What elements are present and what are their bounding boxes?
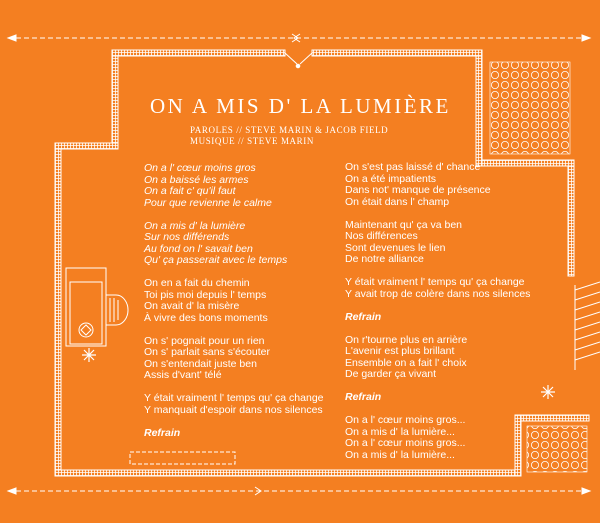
stanza [144,393,324,416]
lyric-line: De notre alliance [345,253,424,265]
credits-music: MUSIQUE // STEVE MARIN [190,136,314,146]
window-frame [130,452,235,464]
lyric-line: Ensemble on a fait l' choix [345,356,467,369]
stanza [345,220,530,266]
lyric-line: Y était vraiment l' temps qu' ça change [144,392,324,404]
lyric-line: Y était vraiment l' temps qu' ça change [345,276,525,288]
lyric-line: De garder ça vivant [345,368,437,380]
song-credits [190,125,388,147]
lyric-line: Y manquait d'espoir dans nos silences [144,403,323,416]
lyric-line: On s' parlait sans s'écouter [144,346,270,358]
lyric-line: Qu' ça passerait avec le temps [144,254,288,266]
bottom-dimension-line [8,487,590,495]
credits-lyrics: PAROLES // STEVE MARIN & JACOB FIELD [190,125,389,135]
lyric-line: Pour que revienne le calme [144,196,272,209]
lyric-line: On a fait c' qu'il faut [144,185,236,197]
lyric-line: Y avait trop de colère dans nos silences [345,287,531,300]
lyric-line: On a mis d' la lumière... [345,448,455,461]
stanza [144,163,324,209]
stanza [144,221,324,267]
refrain-label: Refrain [144,426,181,439]
lyric-line: On a été impatients [345,172,437,185]
lyric-line: On a l' cœur moins gros... [345,437,466,449]
stanza [345,415,530,461]
lyric-line: Toi pis moi depuis l' temps [144,288,267,301]
lyric-line: On s' pognait pour un rien [144,334,265,347]
lyric-line: À vivre des bons moments [144,311,268,324]
lyrics-column-right [345,162,530,473]
lyric-line: Maintenant qu' ça va ben [345,218,463,231]
lyric-line: Dans not' manque de présence [345,184,491,196]
staircase [575,282,600,370]
lyric-line: On avait d' la misère [144,300,240,312]
lyric-line: On s'est pas laissé d' chance [345,161,481,173]
lyric-line: On s'entendait juste ben [144,357,257,370]
lyric-line: On a l' cœur moins gros [144,162,256,174]
bathtub-fixture [66,268,128,346]
stanza [345,162,530,208]
lyric-line: On a mis d' la lumière... [345,425,455,438]
lyric-line: On a baissé les armes [144,173,249,186]
top-dimension-line [8,34,590,42]
stanza [144,336,324,382]
lyric-line: On a l' cœur moins gros... [345,414,466,426]
refrain-label: Refrain [345,391,382,403]
lyric-line: L'avenir est plus brillant [345,345,455,357]
refrain-label: Refrain [345,310,382,323]
stanza [144,278,324,324]
lyric-line: Sur nos différends [144,231,230,243]
lyrics-column-left [144,163,324,451]
stanza [345,277,530,300]
lyric-line: Assis d'vant' télé [144,369,222,381]
lyric-line: Nos différences [345,230,418,242]
door [285,53,312,68]
tiled-area-top [490,62,570,154]
lyric-line: On était dans l' champ [345,195,450,208]
song-title: ON A MIS D' LA LUMIÈRE [150,94,451,118]
lyric-line: On en a fait du chemin [144,277,250,289]
lyric-line: Sont devenues le lien [345,241,446,254]
lyric-line: On a mis d' la lumière [144,219,246,232]
lyric-line: On r'tourne plus en arrière [345,333,468,346]
lyric-line: Au fond on l' savait ben [144,242,253,255]
tiled-area-bottom [527,426,587,472]
stanza [345,335,530,381]
